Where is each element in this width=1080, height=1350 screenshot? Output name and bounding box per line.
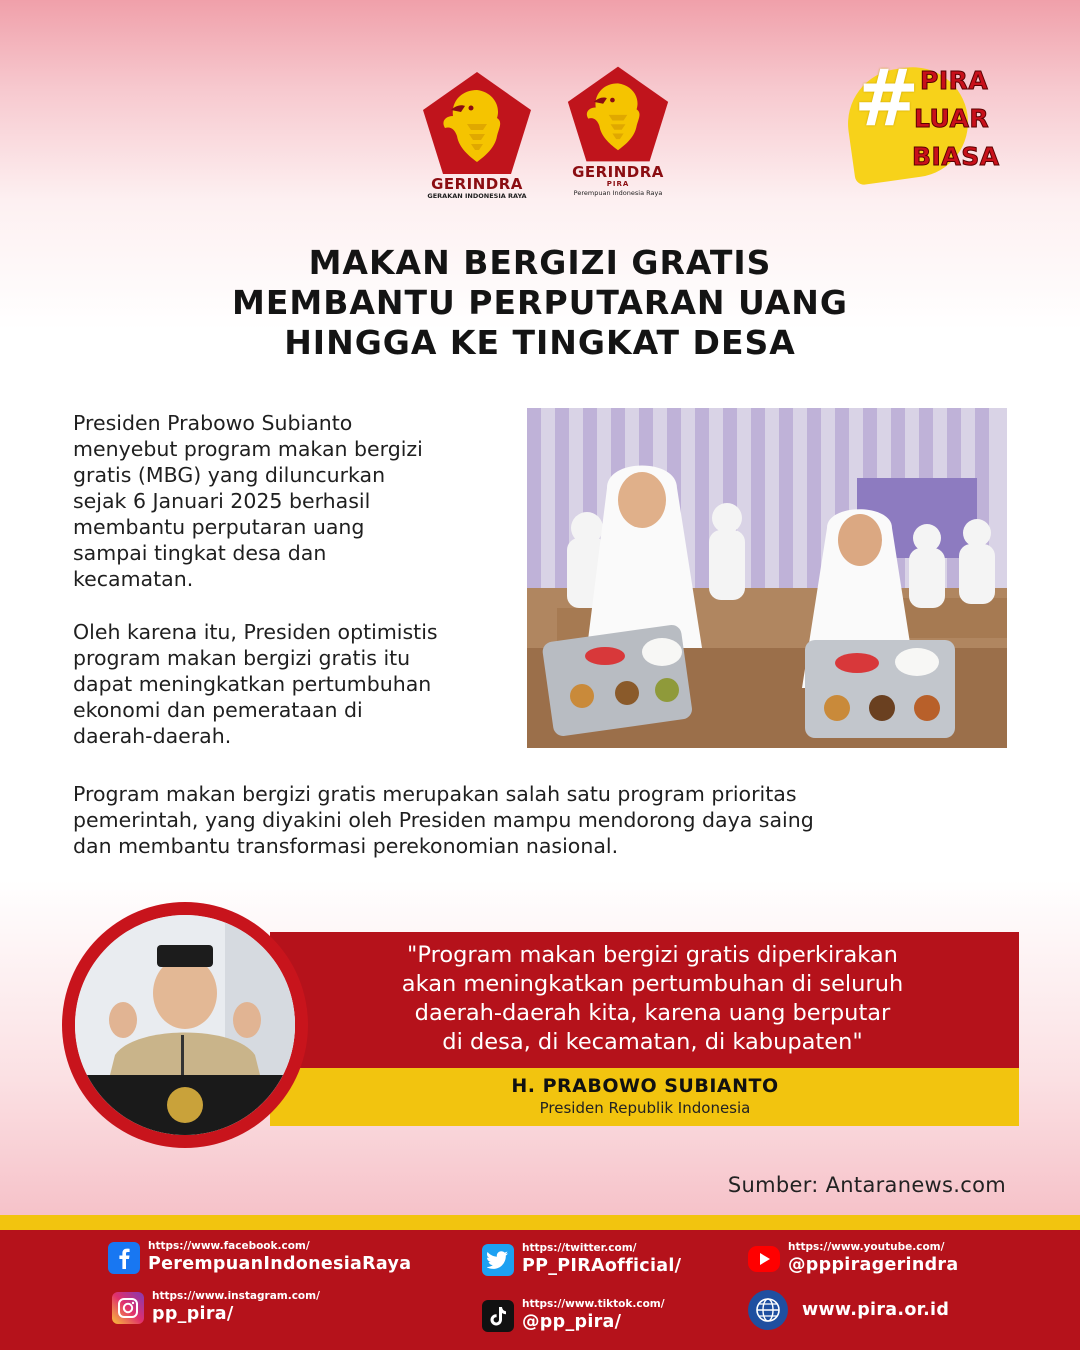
logo-brand-text: GERINDRA — [572, 163, 664, 181]
quote-line: "Program makan bergizi gratis diperkirakan — [407, 942, 898, 968]
text-line: sejak 6 Januari 2025 berhasil — [73, 489, 371, 513]
hashtag-word: LUAR — [914, 104, 990, 133]
quote-text — [330, 941, 975, 1057]
article-paragraph-1 — [73, 410, 513, 592]
quote-line: akan meningkatkan pertumbuhan di seluruh — [401, 971, 904, 997]
text-line: Oleh karena itu, Presiden optimistis — [73, 620, 438, 644]
speaker-block — [470, 1074, 820, 1118]
website-handle: www.pira.or.id — [802, 1300, 950, 1320]
facebook-url: https://www.facebook.com/ — [148, 1240, 310, 1252]
logo-brand-text: GERINDRA — [431, 175, 523, 193]
twitter-icon — [482, 1244, 514, 1276]
hashtag-badge — [846, 54, 1006, 190]
instagram-icon — [112, 1292, 144, 1324]
source-credit: Sumber: Antaranews.com — [727, 1173, 1006, 1197]
title-line: HINGGA KE TINGKAT DESA — [284, 323, 796, 362]
text-line: menyebut program makan bergizi — [73, 437, 423, 461]
facebook-handle: PerempuanIndonesiaRaya — [148, 1254, 412, 1274]
footer-stripe — [0, 1215, 1080, 1230]
youtube-url: https://www.youtube.com/ — [788, 1241, 945, 1253]
garuda-emblem-icon — [566, 64, 670, 164]
text-line: gratis (MBG) yang diluncurkan — [73, 463, 386, 487]
logo-tagline: Perempuan Indonesia Raya — [573, 189, 663, 197]
instagram-link[interactable] — [112, 1290, 320, 1325]
text-line: dan membantu transformasi perekonomian nasional. — [73, 834, 619, 858]
twitter-handle: PP_PIRAofficial/ — [522, 1256, 682, 1276]
instagram-url: https://www.instagram.com/ — [152, 1290, 320, 1302]
quote-line: di desa, di kecamatan, di kabupaten" — [442, 1029, 863, 1055]
text-line: dapat meningkatkan pertumbuhan — [73, 672, 432, 696]
garuda-emblem-icon — [421, 70, 533, 176]
facebook-icon — [108, 1242, 140, 1274]
twitter-url: https://twitter.com/ — [522, 1242, 637, 1254]
text-line: pemerintah, yang diyakini oleh Presiden mampu mendorong daya saing — [73, 808, 814, 832]
facebook-link[interactable] — [108, 1240, 411, 1275]
speaker-role: Presiden Republik Indonesia — [539, 1099, 751, 1117]
gerindra-logo — [421, 70, 533, 200]
text-line: sampai tingkat desa dan — [73, 541, 327, 565]
text-line: kecamatan. — [73, 567, 194, 591]
speaker-name: H. PRABOWO SUBIANTO — [511, 1075, 779, 1097]
tiktok-handle: @pp_pira/ — [522, 1312, 622, 1332]
website-link[interactable] — [748, 1290, 949, 1330]
tiktok-link[interactable] — [482, 1298, 665, 1333]
instagram-handle: pp_pira/ — [152, 1304, 234, 1324]
text-line: daerah-daerah. — [73, 724, 232, 748]
youtube-link[interactable] — [748, 1241, 958, 1276]
text-line: ekonomi dan pemerataan di — [73, 698, 363, 722]
youtube-handle: @pppiragerindra — [788, 1255, 959, 1275]
youtube-icon — [748, 1246, 780, 1272]
hashtag-symbol: # — [854, 54, 920, 144]
logo-sub: PIRA — [606, 180, 630, 188]
tiktok-icon — [482, 1300, 514, 1332]
title-line: MEMBANTU PERPUTARAN UANG — [231, 283, 849, 322]
text-line: Presiden Prabowo Subianto — [73, 411, 353, 435]
title-line: MAKAN BERGIZI GRATIS — [308, 243, 772, 282]
globe-icon — [748, 1290, 788, 1330]
text-line: membantu perputaran uang — [73, 515, 365, 539]
students-meal-photo — [527, 408, 1007, 748]
hashtag-word: PIRA — [920, 66, 989, 95]
page-title — [0, 243, 1080, 363]
quote-line: daerah-daerah kita, karena uang berputar — [414, 1000, 891, 1026]
pira-logo — [562, 64, 674, 197]
speaker-portrait — [75, 915, 295, 1135]
tiktok-url: https://www.tiktok.com/ — [522, 1298, 665, 1310]
text-line: Program makan bergizi gratis merupakan salah satu program prioritas — [73, 782, 797, 806]
article-paragraph-3 — [73, 781, 1013, 859]
twitter-link[interactable] — [482, 1242, 681, 1277]
article-paragraph-2 — [73, 619, 513, 749]
logo-tagline: GERAKAN INDONESIA RAYA — [427, 192, 527, 200]
hashtag-word: BIASA — [912, 142, 1000, 171]
text-line: program makan bergizi gratis itu — [73, 646, 411, 670]
